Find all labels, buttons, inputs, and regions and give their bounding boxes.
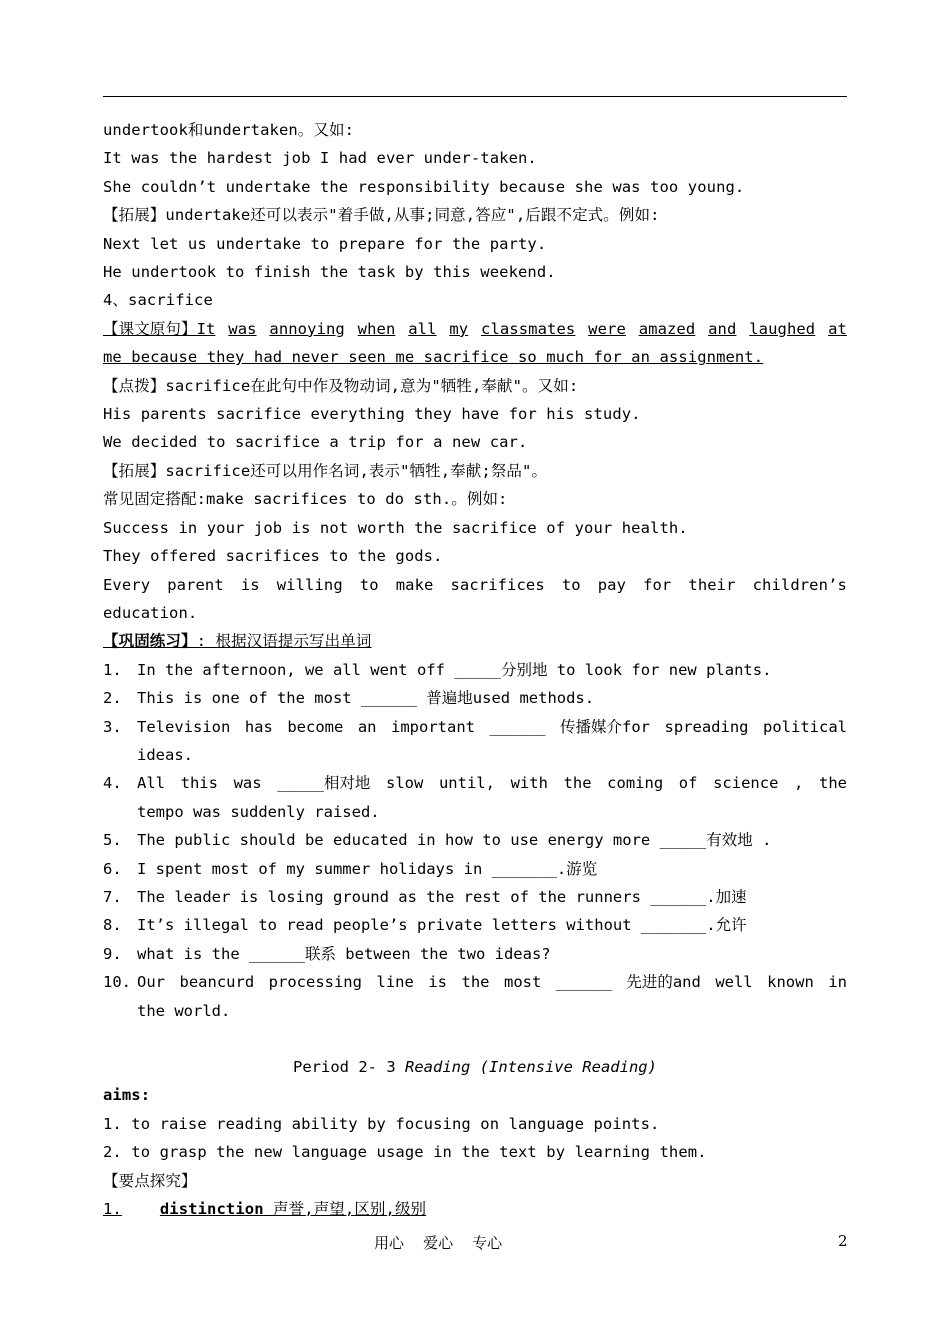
- exercise-item-number: 3.: [103, 717, 122, 736]
- exercise-item: [103, 883, 847, 911]
- exercise-item: [103, 684, 847, 712]
- exercise-item-number: 8.: [103, 916, 122, 935]
- distinction-word: distinction: [159, 1200, 264, 1219]
- exercise-item-line: tempo was suddenly raised.: [137, 802, 380, 821]
- exercise-item: [103, 968, 847, 1025]
- exercise-item-number: 9.: [103, 944, 122, 963]
- word: ,: [794, 774, 804, 793]
- aim-item: 1. to raise reading ability by focusing on language points.: [103, 1114, 660, 1133]
- exercise-item-number: 4.: [103, 774, 122, 793]
- word: children’s: [752, 575, 847, 594]
- word: willing: [276, 575, 343, 594]
- text-line: They offered sacrifices to the gods.: [103, 547, 443, 566]
- word: amazed: [638, 319, 696, 338]
- word: my: [449, 319, 469, 338]
- word: sacrifices: [450, 575, 545, 594]
- text-line: She couldn’t undertake the responsibility because she was too young.: [103, 177, 745, 196]
- word: known: [767, 973, 814, 992]
- word: this: [180, 774, 218, 793]
- exercise-item-number: 7.: [103, 887, 122, 906]
- header-rule: [103, 96, 847, 97]
- word: 先进的and: [626, 973, 701, 992]
- word: well: [715, 973, 753, 992]
- exercise-item-text: [137, 883, 847, 911]
- word: the: [563, 774, 592, 793]
- exercise-item-text: [137, 855, 847, 883]
- word: 传播媒介for: [560, 717, 650, 736]
- word: become: [287, 717, 344, 736]
- word: spreading: [664, 717, 749, 736]
- exercise-item-text: [137, 826, 847, 854]
- exercise-item: [103, 940, 847, 968]
- exercise-heading: [103, 627, 847, 655]
- distinction-meaning: 声誉,声望,区别,级别: [263, 1200, 427, 1219]
- exercise-item: [103, 855, 847, 883]
- word: to: [561, 575, 581, 594]
- word: of: [678, 774, 698, 793]
- word: in: [828, 973, 847, 992]
- aim-item: 2. to grasp the new language usage in the text by learning them.: [103, 1143, 707, 1162]
- exercise-heading-bold: 【巩固练习】: [103, 632, 197, 651]
- exercise-item-line: This is one of the most ______ 普遍地used methods.: [137, 689, 595, 708]
- text-line: education.: [103, 603, 198, 622]
- word: is: [240, 575, 260, 594]
- period-prefix: Period 2- 3: [293, 1058, 405, 1076]
- exercise-item-text: [137, 713, 847, 770]
- word: the: [819, 774, 847, 793]
- word: when: [357, 319, 396, 338]
- word: coming: [607, 774, 664, 793]
- word: was: [228, 319, 257, 338]
- exercise-item-line: [137, 968, 847, 996]
- distinction-num: 1.: [103, 1200, 122, 1219]
- word: and: [708, 319, 737, 338]
- footer-motto: 用心 爱心 专心: [374, 1234, 503, 1252]
- word: until,: [438, 774, 495, 793]
- exercise-item-text: [137, 684, 847, 712]
- word: an: [357, 717, 377, 736]
- key-points-heading: 【要点探究】: [103, 1171, 197, 1190]
- exercise-item: [103, 826, 847, 854]
- exercise-item-line: The public should be educated in how to use energy more _____有效地 .: [137, 831, 772, 850]
- word: all: [408, 319, 437, 338]
- word: their: [688, 575, 736, 594]
- exercise-item-text: [137, 968, 847, 1025]
- period-italic: Reading (Intensive Reading): [405, 1058, 657, 1076]
- word: classmates: [481, 319, 576, 338]
- exercise-item-number: 10.: [103, 973, 131, 992]
- section-heading: 4、sacrifice: [103, 291, 213, 310]
- text-line: 【拓展】sacrifice还可以用作名词,表示"牺牲,奉献;祭品"。: [103, 461, 548, 480]
- word: has: [244, 717, 273, 736]
- word: political: [763, 717, 847, 736]
- word: ______: [555, 973, 612, 992]
- word: the: [461, 973, 490, 992]
- aims-label: aims:: [103, 1086, 151, 1105]
- word: 【课文原句】It: [103, 319, 216, 338]
- exercise-item: [103, 656, 847, 684]
- exercise-item-line: The leader is losing ground as the rest of the runners ______.加速: [137, 887, 747, 906]
- word: ______: [489, 717, 546, 736]
- distinction-heading: [103, 1195, 847, 1223]
- exercise-item-text: [137, 911, 847, 939]
- word: Our: [137, 973, 165, 992]
- page-number: 2: [838, 1232, 848, 1250]
- text-line: Success in your job is not worth the sacrifice of your health.: [103, 518, 688, 537]
- text-line: His parents sacrifice everything they have for his study.: [103, 405, 641, 424]
- word: All: [137, 774, 165, 793]
- text-line: It was the hardest job I had ever under-taken.: [103, 149, 537, 168]
- word: processing: [268, 973, 362, 992]
- word: make: [395, 575, 434, 594]
- text-line: 常见固定搭配:make sacrifices to do sth.。例如:: [103, 490, 508, 509]
- word: Television: [137, 717, 231, 736]
- original-sentence-line-2: me because they had never seen me sacrifice so much for an assignment.: [103, 348, 764, 367]
- word: to: [359, 575, 379, 594]
- text-line: He undertook to finish the task by this weekend.: [103, 263, 556, 282]
- period-title: [103, 1053, 847, 1081]
- word: annoying: [269, 319, 345, 338]
- word: pay: [597, 575, 627, 594]
- exercise-item: [103, 769, 847, 826]
- text-line: We decided to sacrifice a trip for a new car.: [103, 433, 528, 452]
- word: Every: [103, 575, 151, 594]
- word: most: [503, 973, 542, 992]
- word: is: [428, 973, 447, 992]
- text-line: Next let us undertake to prepare for the party.: [103, 234, 547, 253]
- exercise-item-text: [137, 769, 847, 826]
- exercise-item-line: In the afternoon, we all went off _____分别地 to look for new plants.: [137, 660, 772, 679]
- word: slow: [386, 774, 424, 793]
- exercise-heading-rest: : 根据汉语提示写出单词: [196, 632, 372, 651]
- word: for: [643, 575, 672, 594]
- word: with: [510, 774, 548, 793]
- word: was: [233, 774, 262, 793]
- word: parent: [167, 575, 224, 594]
- original-sentence-line-1: [103, 315, 847, 343]
- exercise-item-line: [137, 769, 847, 797]
- exercise-item-line: It’s illegal to read people’s private letters without _______.允许: [137, 916, 747, 935]
- text-line: 【拓展】undertake还可以表示"着手做,从事;同意,答应",后跟不定式。例如:: [103, 206, 660, 225]
- exercise-item: [103, 911, 847, 939]
- word: beancurd: [179, 973, 255, 992]
- exercise-item-number: 2.: [103, 689, 122, 708]
- text-line: undertook和undertaken。又如:: [103, 121, 355, 139]
- exercise-item: [103, 713, 847, 770]
- exercise-list: [103, 656, 847, 1025]
- word: at: [828, 319, 847, 338]
- word: science: [713, 774, 779, 793]
- exercise-item-text: [137, 940, 847, 968]
- text-line: [103, 571, 847, 599]
- exercise-item-number: 5.: [103, 831, 122, 850]
- page-content: [103, 116, 847, 1223]
- exercise-item-text: [137, 656, 847, 684]
- exercise-item-line: what is the ______联系 between the two ideas?: [137, 944, 551, 963]
- word: line: [376, 973, 414, 992]
- word: laughed: [749, 319, 816, 338]
- exercise-item-number: 6.: [103, 859, 122, 878]
- exercise-item-line: I spent most of my summer holidays in _______.游览: [137, 859, 598, 878]
- exercise-item-number: 1.: [103, 660, 122, 679]
- exercise-item-line: [137, 713, 847, 741]
- exercise-item-line: the world.: [137, 1001, 231, 1020]
- word: were: [588, 319, 626, 338]
- word: _____相对地: [277, 774, 371, 793]
- word: important: [391, 717, 475, 736]
- exercise-item-line: ideas.: [137, 745, 193, 764]
- text-line: 【点拨】sacrifice在此句中作及物动词,意为"牺牲,奉献"。又如:: [103, 376, 579, 395]
